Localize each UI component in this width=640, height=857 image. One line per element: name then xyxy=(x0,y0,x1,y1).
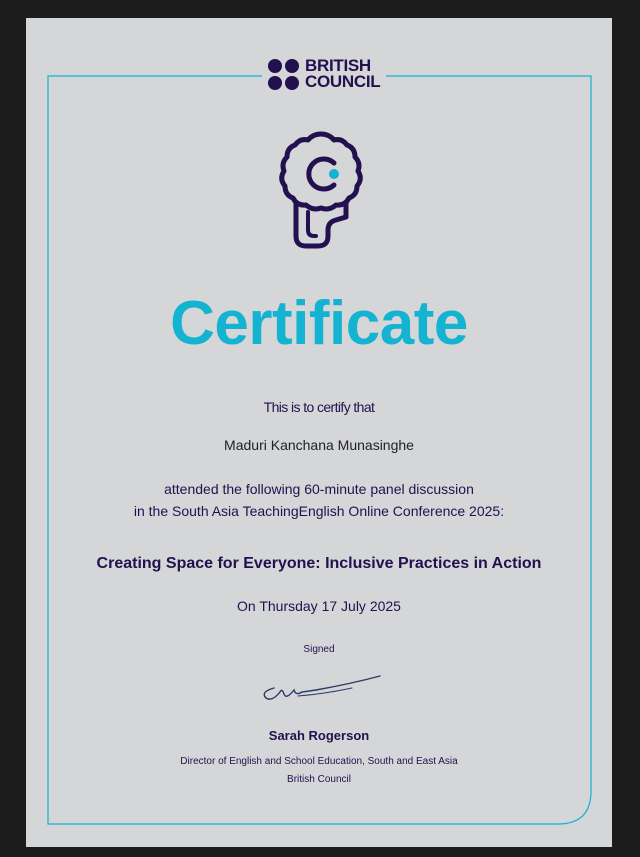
logo-line-2: COUNCIL xyxy=(305,72,381,91)
recipient-name: Maduri Kanchana Munasinghe xyxy=(224,437,414,453)
british-council-dots-logo xyxy=(268,59,299,90)
attendance-line-2: in the South Asia TeachingEnglish Online Conference 2025: xyxy=(133,503,505,519)
signed-label: Signed xyxy=(303,644,335,655)
signatory-details xyxy=(26,753,612,789)
logo-text xyxy=(305,58,380,90)
certificate-title: Certificate xyxy=(170,289,468,358)
session-title: Creating Space for Everyone: Inclusive Practices in Action xyxy=(96,555,542,572)
signature-mark xyxy=(254,670,384,710)
certify-text: This is to certify that xyxy=(263,399,375,415)
signatory-name: Sarah Rogerson xyxy=(268,728,370,743)
signatory-role: Director of English and School Education, South and East Asia xyxy=(180,756,458,767)
logo-line-1: BRITISH xyxy=(305,56,371,75)
attendance-text xyxy=(26,478,612,522)
session-date: On Thursday 17 July 2025 xyxy=(237,598,401,614)
british-council-logo xyxy=(262,58,386,90)
certificate-page xyxy=(26,18,612,847)
award-rosette-icon xyxy=(271,130,371,255)
attendance-line-1: attended the following 60-minute panel discussion xyxy=(164,481,474,497)
signatory-organisation: British Council xyxy=(287,774,351,785)
